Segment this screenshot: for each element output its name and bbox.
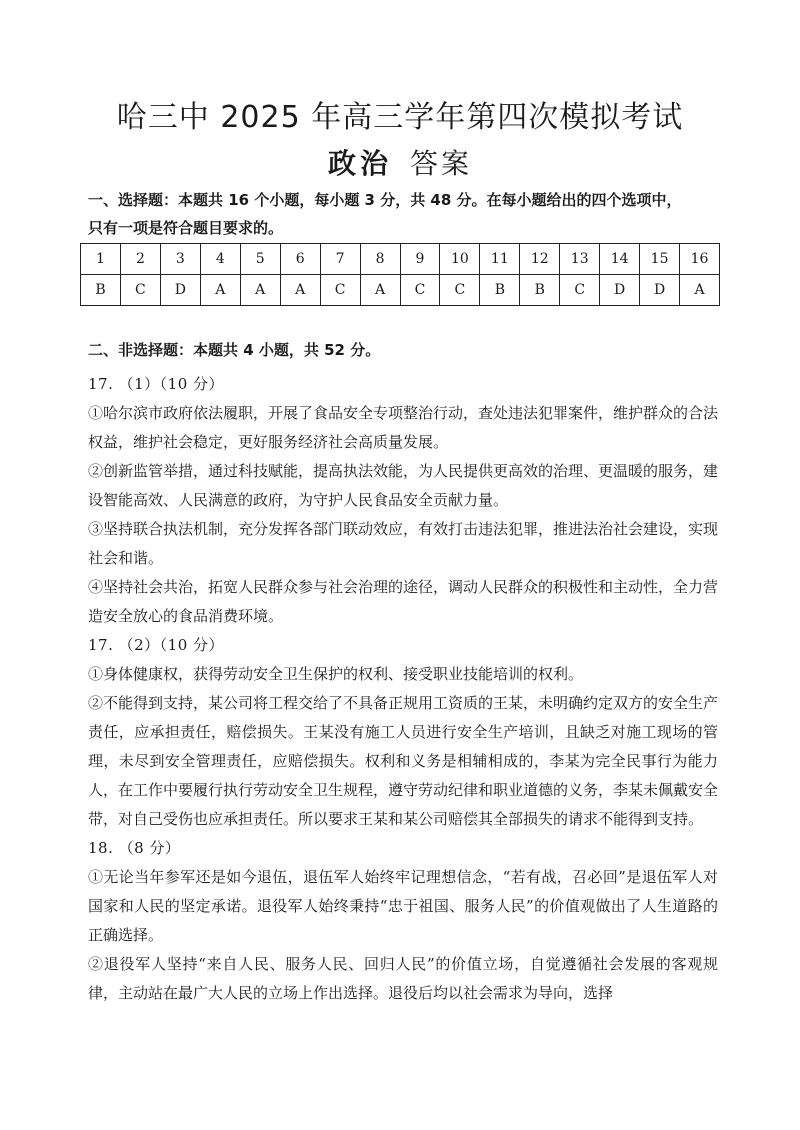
section2-heading: 二、非选择题：本题共 4 小题，共 52 分。 xyxy=(88,341,381,359)
question-number: 16 xyxy=(680,244,720,275)
answer-cell: C xyxy=(120,275,160,306)
answer-paragraph: ①哈尔滨市政府依法履职，开展了食品安全专项整治行动，查处违法犯罪案件，维护群众的合法权益，维护社会稳定，更好服务经济社会高质量发展。 xyxy=(88,404,719,451)
answer-cell: A xyxy=(200,275,240,306)
answer-paragraph: ②创新监管举措，通过科技赋能，提高执法效能，为人民提供更高效的治理、更温暖的服务，建设智能高效、人民满意的政府，为守护人民食品安全贡献力量。 xyxy=(88,462,719,509)
question-number: 15 xyxy=(640,244,680,275)
question-number: 9 xyxy=(400,244,440,275)
answer-grid-number-row xyxy=(81,244,720,275)
section1-heading-line1: 一、选择题：本题共 16 个小题，每小题 3 分，共 48 分。在每小题给出的四个选项中， xyxy=(88,191,682,209)
question-number: 7 xyxy=(320,244,360,275)
section2-body xyxy=(88,370,718,1008)
page-title: 哈三中 2025 年高三学年第四次模拟考试 xyxy=(116,100,684,135)
section1-heading-line2: 只有一项是符合题目要求的。 xyxy=(88,219,284,237)
question-number: 13 xyxy=(560,244,600,275)
section1-heading xyxy=(88,186,728,242)
question-number: 5 xyxy=(240,244,280,275)
question-number: 4 xyxy=(200,244,240,275)
answer-cell: C xyxy=(440,275,480,306)
page-subtitle xyxy=(0,142,800,182)
answer-cell: D xyxy=(640,275,680,306)
question-label: 17. （1）（10 分） xyxy=(88,375,225,393)
answer-cell: A xyxy=(280,275,320,306)
question-number: 2 xyxy=(120,244,160,275)
answer-paragraph: ①无论当年参军还是如今退伍，退伍军人始终牢记理想信念，“若有战，召必回”是退伍军人对国家和人民的坚定承诺。退役军人始终秉持“忠于祖国、服务人民”的价值观做出了人生道路的正确选择。 xyxy=(88,868,718,944)
question-number: 10 xyxy=(440,244,480,275)
answer-cell: C xyxy=(560,275,600,306)
question-number: 3 xyxy=(160,244,200,275)
question-number: 11 xyxy=(480,244,520,275)
answer-cell: A xyxy=(240,275,280,306)
answer-paragraph: ②退役军人坚持“来自人民、服务人民、回归人民”的价值立场，自觉遵循社会发展的客观规律，主动站在最广大人民的立场上作出选择。退役后均以社会需求为导向，选择 xyxy=(88,955,718,1002)
answer-paragraph: ④坚持社会共治，拓宽人民群众参与社会治理的途径，调动人民群众的积极性和主动性，全力营造安全放心的食品消费环境。 xyxy=(88,578,719,625)
question-number: 8 xyxy=(360,244,400,275)
answer-cell: A xyxy=(680,275,720,306)
answer-cell: D xyxy=(160,275,200,306)
answer-grid-answer-row xyxy=(81,275,720,306)
question-number: 1 xyxy=(81,244,121,275)
question-number: 14 xyxy=(600,244,640,275)
answer-cell: A xyxy=(360,275,400,306)
answer-cell: C xyxy=(400,275,440,306)
answer-cell: C xyxy=(320,275,360,306)
answer-label: 答案 xyxy=(410,147,473,180)
answer-cell: B xyxy=(520,275,560,306)
answer-grid xyxy=(80,243,720,306)
question-label: 18. （8 分） xyxy=(88,839,181,857)
answer-paragraph: ③坚持联合执法机制，充分发挥各部门联动效应，有效打击违法犯罪，推进法治社会建设，实现社会和谐。 xyxy=(88,520,719,567)
answer-paragraph: ①身体健康权，获得劳动安全卫生保护的权利、接受职业技能培训的权利。 xyxy=(88,665,584,683)
subject-label: 政治 xyxy=(327,147,392,180)
answer-cell: D xyxy=(600,275,640,306)
answer-paragraph: ②不能得到支持，某公司将工程交给了不具备正规用工资质的王某，未明确约定双方的安全生产责任，应承担责任，赔偿损失。王某没有施工人员进行安全生产培训，且缺乏对施工现场的管理，未尽到安全管理责任，应赔偿损失。权利和义务是相辅相成的，李某为完全民事行为能力人，在工作中要履行执行劳动安全卫生规程，遵守劳动纪律和职业道德的义务，李某未佩戴安全带，对自己受伤也应承担责任。所以要求王某和某公司赔偿其全部损失的请求不能得到支持。 xyxy=(88,694,719,828)
question-number: 12 xyxy=(520,244,560,275)
answer-cell: B xyxy=(81,275,121,306)
question-label: 17. （2）（10 分） xyxy=(88,636,225,654)
answer-cell: B xyxy=(480,275,520,306)
question-number: 6 xyxy=(280,244,320,275)
